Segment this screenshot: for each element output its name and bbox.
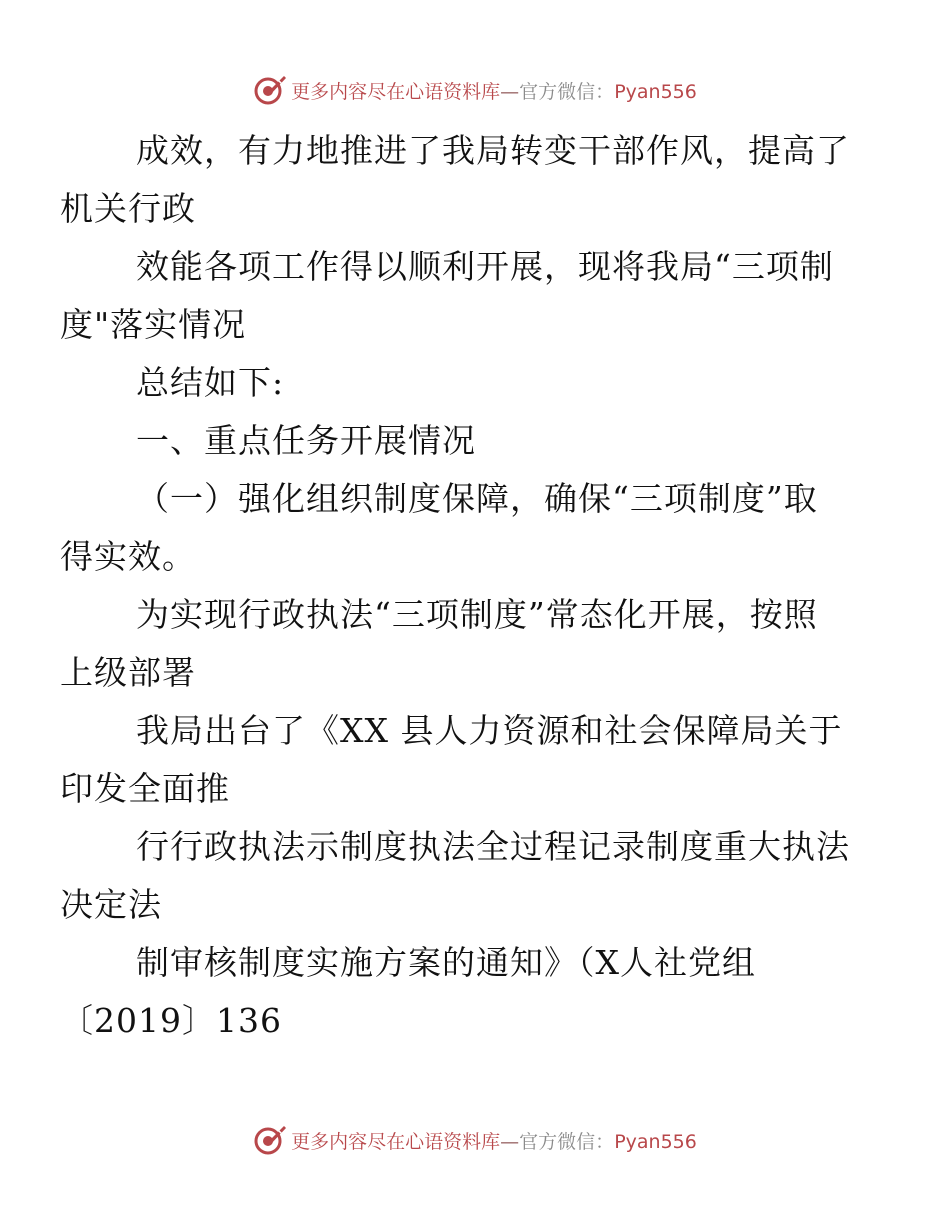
wechat-id: Pyan556	[614, 80, 697, 103]
banner-title: 更多内容尽在心语资料库	[291, 1130, 501, 1153]
banner-dash: —	[500, 80, 520, 103]
text-line: 〔2019〕136	[60, 1001, 282, 1040]
wechat-label: 官方微信：	[519, 80, 615, 103]
text-line: 机关行政	[60, 189, 196, 228]
wechat-label: 官方微信：	[519, 1130, 615, 1153]
section-heading	[98, 412, 858, 470]
text-line: 一、重点任务开展情况	[136, 421, 476, 460]
paragraph	[60, 122, 858, 238]
banner-dash: —	[500, 1130, 520, 1153]
wechat-id: Pyan556	[614, 1130, 697, 1153]
paragraph	[60, 238, 858, 354]
header-banner	[0, 70, 950, 110]
text-line: 效能各项工作得以顺利开展，现将我局“三项制	[136, 247, 834, 286]
quill-seal-icon	[253, 1123, 287, 1157]
text-line: （一）强化组织制度保障，确保“三项制度”取	[136, 479, 818, 518]
banner-text	[291, 1127, 697, 1154]
footer-banner	[0, 1120, 950, 1160]
text-line: 成效，有力地推进了我局转变干部作风，提高了	[136, 131, 850, 170]
text-line: 总结如下:	[136, 363, 285, 402]
paragraph	[60, 586, 858, 702]
paragraph	[60, 818, 858, 934]
subsection-heading	[60, 470, 858, 586]
banner-text	[291, 77, 697, 104]
banner-title: 更多内容尽在心语资料库	[291, 80, 501, 103]
paragraph	[60, 934, 858, 1050]
text-line: 制审核制度实施方案的通知》（X人社党组	[136, 943, 756, 982]
quill-seal-icon	[253, 73, 287, 107]
document-body	[60, 122, 858, 1050]
text-line: 得实效。	[60, 537, 196, 576]
text-line: 印发全面推	[60, 769, 230, 808]
text-line: 上级部署	[60, 653, 196, 692]
text-line: 度"落实情况	[60, 305, 247, 344]
text-line: 为实现行政执法“三项制度”常态化开展，按照	[136, 595, 818, 634]
text-line: 决定法	[60, 885, 162, 924]
paragraph	[60, 702, 858, 818]
text-line: 行行政执法示制度执法全过程记录制度重大执法	[136, 827, 850, 866]
text-line: 我局出台了《XX 县人力资源和社会保障局关于	[136, 711, 843, 750]
paragraph	[98, 354, 858, 412]
